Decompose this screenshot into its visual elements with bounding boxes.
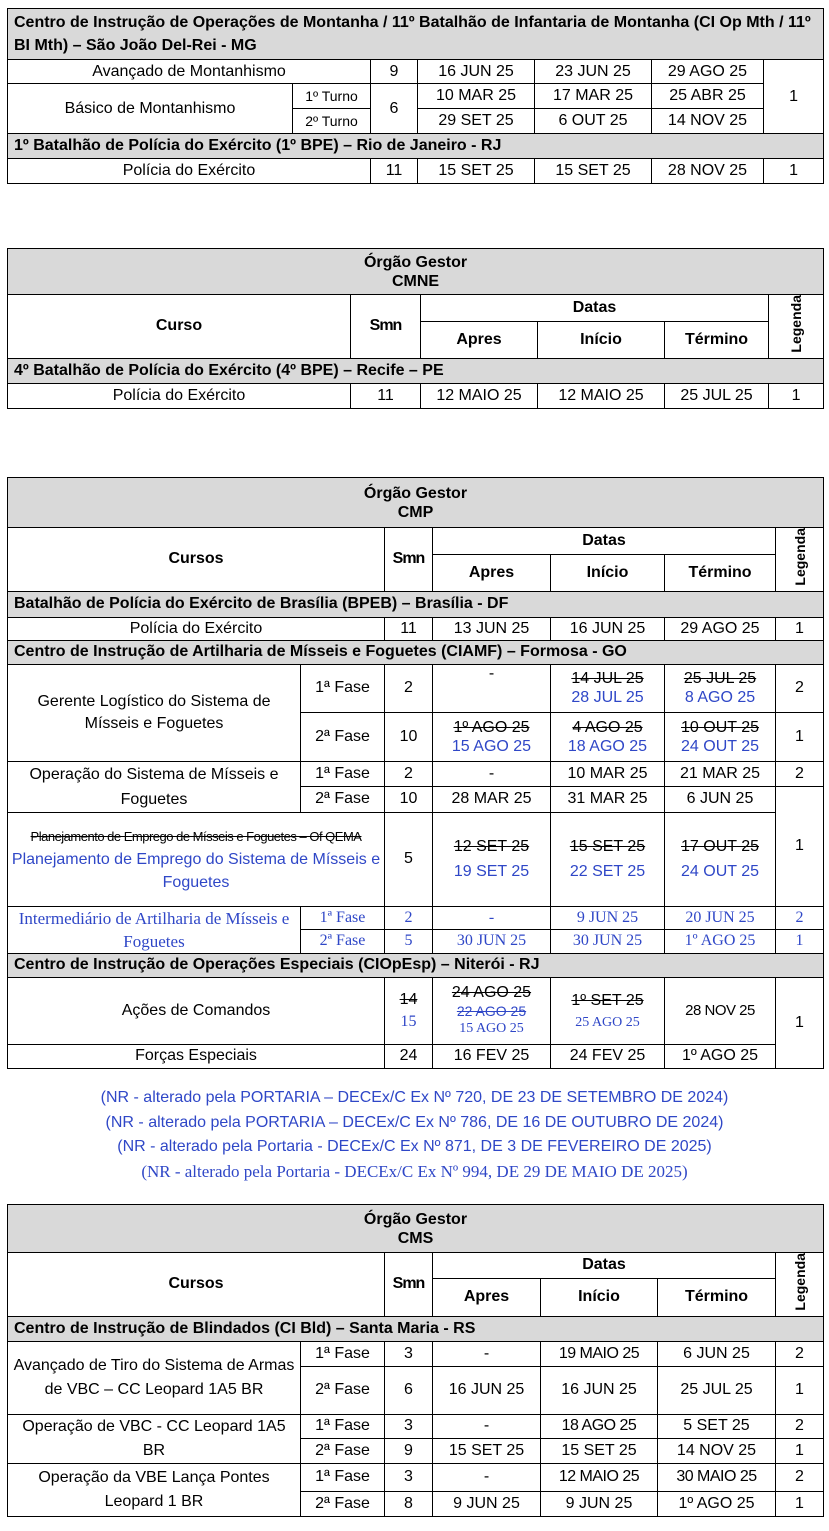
apres-old-date-2: 22 AGO 25 (456, 1002, 527, 1019)
col-header-termino: Término (665, 321, 769, 358)
smn-value: 3 (385, 1463, 433, 1491)
fase-label: 1ª Fase (301, 761, 385, 786)
smn-value: 2 (385, 906, 433, 929)
turno-label: 1º Turno (293, 84, 371, 109)
col-header-apres: Apres (433, 555, 551, 591)
inicio-date: 31 MAR 25 (551, 786, 665, 812)
inicio-date: 18 AGO 25 (541, 1414, 658, 1438)
legenda-value: 1 (776, 617, 824, 640)
apres-date: 16 JUN 25 (418, 60, 535, 84)
inicio-date: 9 JUN 25 (551, 906, 665, 929)
legenda-label: Legenda (791, 528, 808, 586)
termino-old-date: 17 OUT 25 (681, 838, 759, 856)
apres-date: 13 JUN 25 (433, 617, 551, 640)
table-cmp (7, 477, 824, 1069)
termino-date: 1º AGO 25 (665, 1044, 776, 1068)
inicio-old-date: 14 JUL 25 (571, 670, 644, 688)
apres-date: 16 JUN 25 (433, 1366, 541, 1414)
inicio-old-date: 1º SET 25 (571, 991, 644, 1009)
col-header-cursos: Cursos (8, 528, 385, 592)
termino-new-date: 8 AGO 25 (684, 689, 756, 707)
legenda-value: 1 (776, 1438, 824, 1463)
inicio-date: 16 JUN 25 (551, 617, 665, 640)
apres-date: - (433, 1463, 541, 1491)
col-header-legenda (776, 1253, 824, 1317)
col-header-datas: Datas (433, 528, 776, 555)
table-cmne (7, 248, 824, 409)
smn-value: 11 (371, 159, 418, 184)
section-header-bpeb: Batalhão de Polícia do Exército de Brasília (BPEB) – Brasília - DF (8, 591, 824, 617)
inicio-date: 15 SET 25 (535, 159, 652, 184)
smn-value: 10 (385, 712, 433, 761)
col-header-legenda (769, 295, 824, 359)
course-new-name: Planejamento de Emprego do Sistema de Mísseis e Foguetes (11, 850, 381, 891)
legenda-value: 1 (764, 60, 824, 134)
legenda-label: Legenda (788, 295, 805, 353)
apres-date: - (433, 906, 551, 929)
col-header-apres: Apres (433, 1278, 541, 1316)
smn-value: 2 (385, 664, 433, 712)
section-header-ci-op-mth: Centro de Instrução de Operações de Montanha / 11º Batalhão de Infantaria de Montanha (CI Op Mth / 11º BI Mth) – São João Del-Rei - MG (8, 9, 824, 60)
legenda-value: 1 (776, 786, 824, 906)
termino-date: 20 JUN 25 (665, 906, 776, 929)
turno-label: 2º Turno (293, 109, 371, 134)
apres-date: 30 JUN 25 (433, 929, 551, 953)
fase-label: 1ª Fase (301, 906, 385, 929)
apres-old-date-1: 24 AGO 25 (451, 983, 532, 1001)
smn-value: 24 (385, 1044, 433, 1068)
section-header-ciamf: Centro de Instrução de Artilharia de Mísseis e Foguetes (CIAMF) – Formosa - GO (8, 640, 824, 664)
termino-date: 30 MAIO 25 (658, 1463, 776, 1491)
orgao-gestor-label: Órgão Gestor (363, 1210, 468, 1228)
course-name: Forças Especiais (8, 1044, 385, 1068)
smn-value: 5 (385, 929, 433, 953)
apres-new-date: 19 SET 25 (453, 863, 530, 881)
course-name: Ações de Comandos (8, 977, 385, 1044)
apres-new-date: 15 AGO 25 (451, 737, 532, 755)
amendment-note: (NR - alterado pela Portaria - DECEx/C Ex Nº 994, DE 29 DE MAIO DE 2025) (141, 1161, 688, 1181)
course-name: Operação do Sistema de Mísseis e Foguetes (8, 761, 301, 812)
inicio-date: 24 FEV 25 (551, 1044, 665, 1068)
termino-date: 25 JUL 25 (665, 383, 769, 408)
inicio-new-date: 22 SET 25 (569, 863, 646, 881)
apres-date: - (433, 761, 551, 786)
course-name: Polícia do Exército (8, 383, 351, 408)
smn-value: 3 (385, 1414, 433, 1438)
course-name: Básico de Montanhismo (8, 84, 293, 134)
termino-date: 25 JUL 25 (658, 1366, 776, 1414)
fase-label: 1ª Fase (301, 1341, 385, 1366)
gestor-name: CMS (397, 1229, 434, 1247)
apres-date: 10 MAR 25 (418, 84, 535, 109)
termino-date: 14 NOV 25 (658, 1438, 776, 1463)
apres-new-date: 15 AGO 25 (459, 1020, 524, 1036)
termino-new-date: 24 OUT 25 (681, 737, 759, 755)
fase-label: 2ª Fase (301, 1491, 385, 1516)
legenda-value: 1 (764, 159, 824, 184)
section-header-4-bpe: 4º Batalhão de Polícia do Exército (4º BPE) – Recife – PE (8, 358, 824, 383)
orgao-gestor-label: Órgão Gestor (363, 253, 468, 271)
section-header-ci-bld: Centro de Instrução de Blindados (CI Bld) – Santa Maria - RS (8, 1316, 824, 1341)
section-header-1-bpe: 1º Batalhão de Polícia do Exército (1º BPE) – Rio de Janeiro - RJ (8, 134, 824, 159)
smn-value: 9 (385, 1438, 433, 1463)
legenda-value: 2 (776, 1414, 824, 1438)
course-name: Intermediário de Artilharia de Mísseis e Foguetes (8, 906, 301, 953)
legenda-value: 2 (776, 761, 824, 786)
apres-old-date: 1º AGO 25 (453, 718, 530, 736)
inicio-date (551, 977, 665, 1044)
termino-date: 1º AGO 25 (665, 929, 776, 953)
inicio-new-date: 25 AGO 25 (575, 1014, 640, 1030)
termino-date: 28 NOV 25 (652, 159, 764, 184)
fase-label: 2ª Fase (301, 1438, 385, 1463)
termino-old-date: 25 JUL 25 (683, 670, 757, 688)
col-header-inicio: Início (541, 1278, 658, 1316)
amendment-note: (NR - alterado pela PORTARIA – DECEx/C Ex Nº 786, DE 16 DE OUTUBRO DE 2024) (105, 1113, 724, 1131)
apres-date (433, 812, 551, 906)
apres-date (433, 712, 551, 761)
smn-value: 11 (385, 617, 433, 640)
smn-value (385, 977, 433, 1044)
fase-label: 2ª Fase (301, 786, 385, 812)
orgao-gestor-label: Órgão Gestor (363, 484, 468, 502)
inicio-date (551, 812, 665, 906)
inicio-date: 12 MAIO 25 (538, 383, 665, 408)
inicio-new-date: 28 JUL 25 (571, 689, 644, 707)
gestor-name: CMNE (391, 272, 440, 290)
table-cms (7, 1204, 824, 1517)
legenda-value: 1 (776, 977, 824, 1068)
course-name: Operação de VBC - CC Leopard 1A5 BR (8, 1414, 301, 1463)
smn-new-value: 15 (400, 1012, 417, 1030)
course-name: Polícia do Exército (8, 159, 371, 184)
course-name: Avançado de Montanhismo (8, 60, 371, 84)
inicio-old-date: 4 AGO 25 (572, 718, 643, 736)
smn-value: 6 (371, 84, 418, 134)
smn-value: 3 (385, 1341, 433, 1366)
legenda-value: 2 (776, 1341, 824, 1366)
inicio-date: 10 MAR 25 (551, 761, 665, 786)
smn-old-value: 14 (399, 990, 418, 1008)
termino-old-date: 10 OUT 25 (681, 718, 759, 736)
legenda-value: 2 (776, 664, 824, 712)
termino-date: 6 JUN 25 (658, 1341, 776, 1366)
course-name: Polícia do Exército (8, 617, 385, 640)
col-header-smn: Smn (385, 528, 433, 592)
smn-value: 2 (385, 761, 433, 786)
legenda-value: 1 (776, 1366, 824, 1414)
termino-new-date: 24 OUT 25 (681, 863, 759, 881)
course-name: Avançado de Tiro do Sistema de Armas de VBC – CC Leopard 1A5 BR (8, 1341, 301, 1414)
course-name: Gerente Logístico do Sistema de Mísseis e Foguetes (8, 664, 301, 761)
section-header-ciopesp: Centro de Instrução de Operações Especiais (CIOpEsp) – Niterói - RJ (8, 953, 824, 977)
legenda-value: 2 (776, 906, 824, 929)
inicio-old-date: 15 SET 25 (569, 838, 646, 856)
col-header-datas: Datas (421, 295, 769, 322)
legenda-value: 1 (776, 1491, 824, 1516)
legenda-value: 1 (776, 712, 824, 761)
inicio-date: 6 OUT 25 (535, 109, 652, 134)
apres-date: 12 MAIO 25 (421, 383, 538, 408)
termino-date: 1º AGO 25 (658, 1491, 776, 1516)
gestor-name: CMP (397, 503, 434, 521)
inicio-date (551, 712, 665, 761)
apres-old-date: 12 SET 25 (453, 838, 530, 856)
inicio-date (551, 664, 665, 712)
termino-date: 21 MAR 25 (665, 761, 776, 786)
termino-date (665, 812, 776, 906)
inicio-date: 9 JUN 25 (541, 1491, 658, 1516)
course-old-name: Planejamento de Emprego de Mísseis e Foguetes – Of QEMA (30, 828, 362, 844)
apres-date: 29 SET 25 (418, 109, 535, 134)
col-header-datas: Datas (433, 1253, 776, 1279)
course-name: Operação da VBE Lança Pontes Leopard 1 BR (8, 1463, 301, 1516)
termino-date (665, 712, 776, 761)
apres-date: 15 SET 25 (433, 1438, 541, 1463)
inicio-date: 16 JUN 25 (541, 1366, 658, 1414)
inicio-date: 15 SET 25 (541, 1438, 658, 1463)
fase-label: 1ª Fase (301, 1414, 385, 1438)
orgao-gestor-header (8, 478, 824, 528)
apres-date: 15 SET 25 (418, 159, 535, 184)
termino-date: 6 JUN 25 (665, 786, 776, 812)
amendment-note: (NR - alterado pela Portaria - DECEx/C Ex Nº 871, DE 3 DE FEVEREIRO DE 2025) (117, 1138, 712, 1155)
legenda-value: 1 (769, 383, 824, 408)
apres-date (433, 977, 551, 1044)
termino-date: 5 SET 25 (658, 1414, 776, 1438)
col-header-cursos: Cursos (8, 1253, 385, 1317)
apres-date: 28 MAR 25 (433, 786, 551, 812)
apres-date: 16 FEV 25 (433, 1044, 551, 1068)
course-name (8, 812, 385, 906)
col-header-termino: Término (665, 555, 776, 591)
apres-date: 9 JUN 25 (433, 1491, 541, 1516)
col-header-inicio: Início (551, 555, 665, 591)
col-header-apres: Apres (421, 321, 538, 358)
orgao-gestor-header (8, 1205, 824, 1253)
apres-date: - (433, 664, 551, 712)
fase-label: 2ª Fase (301, 712, 385, 761)
inicio-date: 19 MAIO 25 (541, 1341, 658, 1366)
table-montanha (7, 8, 824, 184)
smn-value: 8 (385, 1491, 433, 1516)
col-header-inicio: Início (538, 321, 665, 358)
termino-date: 29 AGO 25 (652, 60, 764, 84)
smn-value: 9 (371, 60, 418, 84)
legenda-value: 1 (776, 929, 824, 953)
inicio-date: 30 JUN 25 (551, 929, 665, 953)
col-header-termino: Término (658, 1278, 776, 1316)
col-header-smn: Smn (351, 295, 421, 359)
col-header-legenda (776, 528, 824, 592)
smn-value: 10 (385, 786, 433, 812)
amendment-note: (NR - alterado pela PORTARIA – DECEx/C Ex Nº 720, DE 23 DE SETEMBRO DE 2024) (100, 1089, 729, 1106)
col-header-curso: Curso (8, 295, 351, 359)
fase-label: 1ª Fase (301, 1463, 385, 1491)
termino-date: 29 AGO 25 (665, 617, 776, 640)
inicio-new-date: 18 AGO 25 (567, 737, 648, 755)
fase-label: 1ª Fase (301, 664, 385, 712)
legenda-label: Legenda (791, 1253, 808, 1311)
amendment-notes (0, 1086, 829, 1184)
inicio-date: 23 JUN 25 (535, 60, 652, 84)
inicio-date: 17 MAR 25 (535, 84, 652, 109)
termino-date: 25 ABR 25 (652, 84, 764, 109)
orgao-gestor-header (8, 249, 824, 295)
termino-date (665, 664, 776, 712)
col-header-smn: Smn (385, 1253, 433, 1317)
smn-value: 11 (351, 383, 421, 408)
smn-value: 6 (385, 1366, 433, 1414)
termino-date: 14 NOV 25 (652, 109, 764, 134)
termino-date: 28 NOV 25 (665, 977, 776, 1044)
legenda-value: 2 (776, 1463, 824, 1491)
apres-date: - (433, 1341, 541, 1366)
fase-label: 2ª Fase (301, 929, 385, 953)
smn-value: 5 (385, 812, 433, 906)
apres-date: - (433, 1414, 541, 1438)
fase-label: 2ª Fase (301, 1366, 385, 1414)
inicio-date: 12 MAIO 25 (541, 1463, 658, 1491)
